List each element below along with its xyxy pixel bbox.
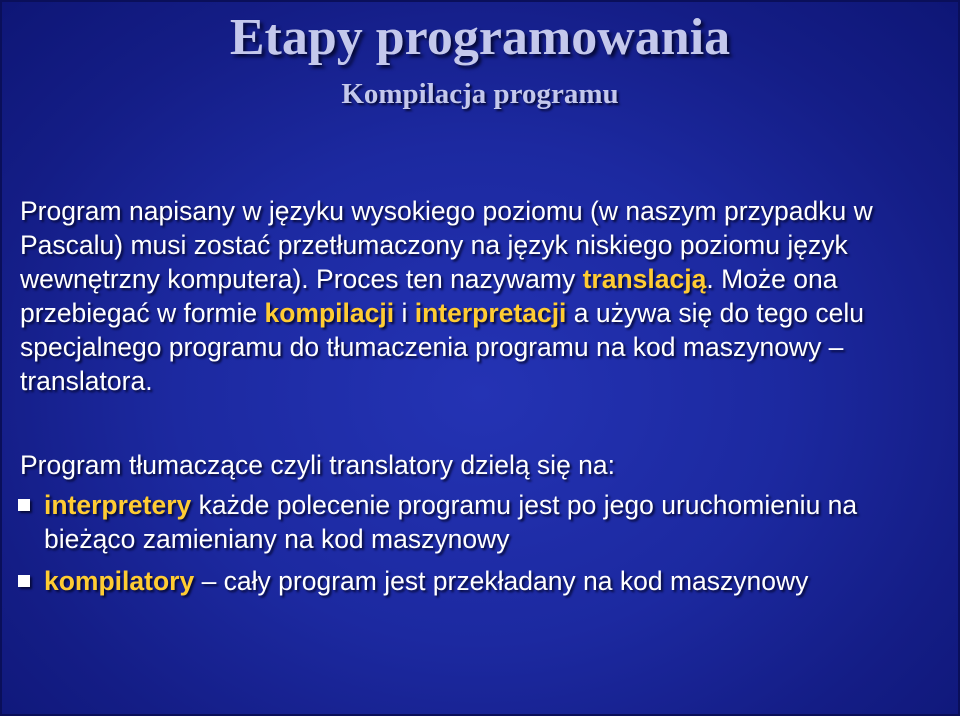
square-bullet-icon — [18, 575, 30, 587]
term-interpretery: interpretery — [44, 490, 192, 520]
intro-paragraph — [20, 194, 938, 398]
term-kompilacji: kompilacji — [264, 298, 395, 328]
slide-title: Etapy programowania — [229, 9, 731, 66]
intro-text-1: Program napisany w języku wysokiego poziomu (w naszym przypadku w Pascalu) musi zostać przetłumaczony na język niskiego poziomu język wewnętrzny komputera). Proces ten nazywamy — [20, 196, 873, 294]
intro-text-2: . Może ona przebiegać w formie — [20, 264, 838, 328]
square-bullet-icon — [18, 499, 30, 511]
term-interpretacji: interpretacji — [414, 298, 567, 328]
term-kompilatory: kompilatory — [44, 566, 195, 596]
translator-types-list — [16, 488, 938, 606]
intro-text-3: i — [394, 298, 415, 328]
slide-subtitle: Kompilacja programu — [341, 78, 619, 110]
interpretery-description: każde polecenie programu jest po jego uruchomieniu na bieżąco zamieniany na kod maszynowy — [44, 490, 858, 554]
term-translacja: translacją — [582, 264, 707, 294]
list-item-interpretery — [16, 488, 938, 556]
list-item-kompilatory — [16, 564, 938, 598]
intro-text-4: a używa się do tego celu specjalnego programu do tłumaczenia programu na kod maszynowy – translatora. — [20, 298, 865, 396]
kompilatory-description: – cały program jest przekładany na kod maszynowy — [194, 566, 809, 596]
translators-paragraph: Program tłumaczące czyli translatory dzielą się na: — [20, 450, 616, 480]
